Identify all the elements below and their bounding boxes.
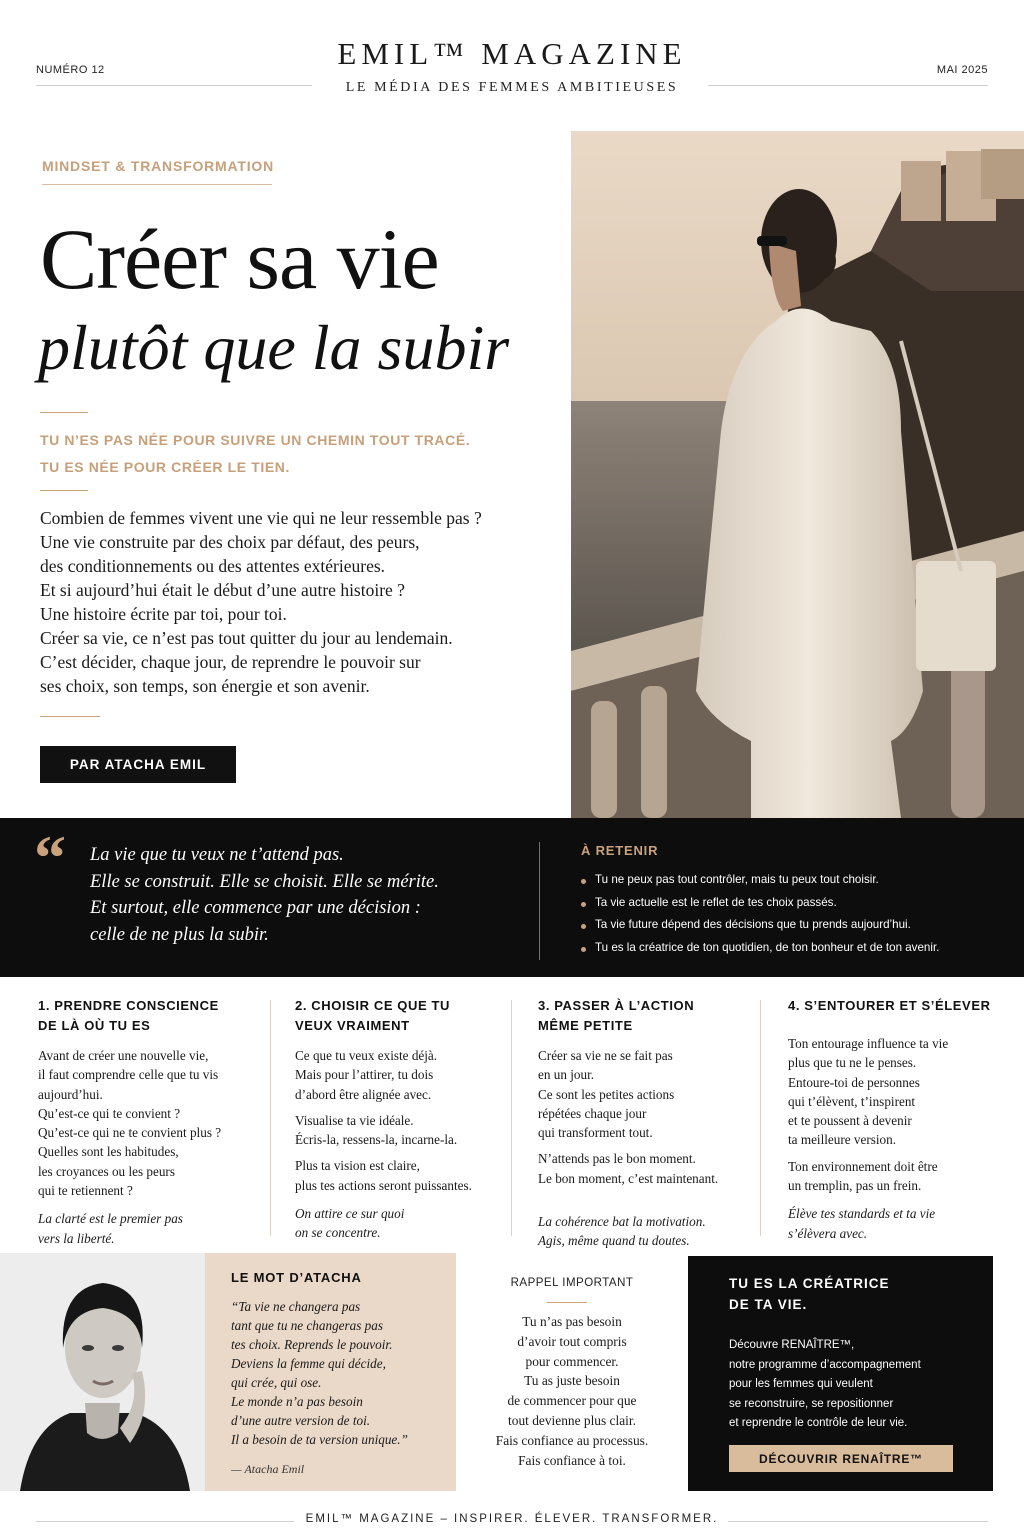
- mot-line: d’une autre version de toi.: [231, 1413, 371, 1428]
- rappel-line: d’avoir tout compris: [517, 1333, 627, 1349]
- divider: [40, 716, 100, 717]
- step-takeaway: on se concentre.: [295, 1225, 381, 1241]
- step-body: [38, 1046, 266, 1248]
- discover-renaitre-button[interactable]: DÉCOUVRIR RENAÎTRE™: [729, 1445, 953, 1472]
- column-divider: [270, 1000, 271, 1236]
- intro-line: Créer sa vie, ce n’est pas tout quitter du jour au lendemain.: [40, 628, 453, 648]
- step-title: [538, 996, 748, 1036]
- step-line: Le bon moment, c’est maintenant.: [538, 1170, 719, 1186]
- step-title-line: 2. CHOISIR CE QUE TU: [295, 998, 451, 1013]
- step-title: [788, 996, 998, 1016]
- step-title-line: VEUX VRAIMENT: [295, 1018, 410, 1033]
- cta-line: Découvre RENAÎTRE™,: [729, 1339, 855, 1351]
- rappel-body: [466, 1312, 678, 1470]
- step-line: qui transforment tout.: [538, 1125, 653, 1141]
- cta-body: [729, 1336, 921, 1434]
- retenir-list: [581, 873, 1011, 964]
- retenir-title: À RETENIR: [581, 843, 659, 858]
- rappel-line: Tu n’as pas besoin: [522, 1314, 622, 1329]
- column-divider: [760, 1000, 761, 1236]
- band-divider: [539, 842, 540, 960]
- cta-title-line: DE TA VIE.: [729, 1297, 808, 1312]
- step-line: Créer sa vie ne se fait pas: [538, 1048, 673, 1063]
- divider: [40, 412, 88, 413]
- footer-tagline: EMIL™ MAGAZINE – INSPIRER. ÉLEVER. TRANSFORMER.: [305, 1513, 719, 1525]
- quote-line: Et surtout, elle commence par une décision :: [90, 898, 421, 918]
- mot-line: “Ta vie ne changera pas: [231, 1299, 361, 1314]
- step-2: [295, 996, 500, 1243]
- intro-line: Une vie construite par des choix par défaut, des peurs,: [40, 532, 420, 552]
- step-line: Ce sont les petites actions: [538, 1086, 675, 1102]
- step-takeaway: Agis, même quand tu doutes.: [538, 1233, 690, 1249]
- pull-quote: [90, 842, 510, 948]
- rappel-line: Tu as juste besoin: [524, 1373, 620, 1389]
- step-1: [38, 996, 266, 1248]
- step-line: Avant de créer une nouvelle vie,: [38, 1048, 209, 1063]
- issue-date: MAI 2025: [936, 64, 988, 76]
- mot-line: tes choix. Reprends le pouvoir.: [231, 1337, 393, 1352]
- step-line: plus que tu ne le penses.: [788, 1055, 917, 1071]
- retenir-item: Ta vie future dépend des décisions que tu prends aujourd’hui.: [581, 918, 1011, 941]
- step-line: qui te retiennent ?: [38, 1183, 133, 1199]
- cta-title-line: TU ES LA CRÉATRICE: [729, 1276, 890, 1291]
- subtitle-line-2: TU ES NÉE POUR CRÉER LE TIEN.: [40, 459, 290, 475]
- hero-photo: [571, 131, 1024, 818]
- step-4: [788, 996, 998, 1243]
- magazine-tagline: LE MÉDIA DES FEMMES AMBITIEUSES: [345, 80, 679, 95]
- mot-quote: [231, 1297, 451, 1449]
- rappel-title: RAPPEL IMPORTANT: [510, 1277, 634, 1289]
- rappel-line: Fais confiance à toi.: [518, 1452, 626, 1468]
- step-line: les croyances ou les peurs: [38, 1163, 175, 1179]
- step-body: [295, 1046, 500, 1243]
- step-body: [788, 1034, 998, 1243]
- rappel-line: Fais confiance au processus.: [495, 1432, 649, 1448]
- author-byline-button[interactable]: PAR ATACHA EMIL: [40, 746, 236, 783]
- intro-paragraph: [40, 506, 560, 698]
- step-line: qui t’élèvent, t’inspirent: [788, 1093, 916, 1109]
- cta-line: et reprendre le contrôle de leur vie.: [729, 1417, 908, 1429]
- kicker-underline: [42, 184, 272, 185]
- rappel-line: tout devienne plus clair.: [508, 1412, 636, 1428]
- step-title-line: 3. PASSER À L’ACTION: [538, 998, 695, 1013]
- step-line: Écris-la, ressens-la, incarne-la.: [295, 1132, 458, 1148]
- step-title-line: 4. S’ENTOURER ET S’ÉLEVER: [788, 998, 991, 1013]
- mot-title: LE MOT D’ATACHA: [231, 1270, 362, 1285]
- step-line: un tremplin, pas un frein.: [788, 1178, 922, 1194]
- step-takeaway: vers la liberté.: [38, 1230, 115, 1246]
- step-line: il faut comprendre celle que tu vis: [38, 1067, 219, 1083]
- rappel-line: pour commencer.: [525, 1353, 619, 1369]
- quote-mark-icon: “: [34, 822, 66, 893]
- mot-line: qui crée, qui ose.: [231, 1375, 322, 1390]
- author-portrait: [0, 1253, 205, 1491]
- step-line: aujourd’hui.: [38, 1086, 103, 1102]
- step-takeaway: On attire ce sur quoi: [295, 1206, 405, 1222]
- quote-line: La vie que tu veux ne t’attend pas.: [90, 845, 344, 865]
- section-kicker: MINDSET & TRANSFORMATION: [42, 158, 275, 174]
- step-body: [538, 1046, 748, 1251]
- article-title-italic: plutôt que la subir: [38, 312, 510, 383]
- step-line: Entoure-toi de personnes: [788, 1074, 920, 1090]
- step-takeaway: La cohérence bat la motivation.: [538, 1214, 706, 1230]
- retenir-item: Ta vie actuelle est le reflet de tes choix passés.: [581, 896, 1011, 919]
- step-line: plus tes actions seront puissantes.: [295, 1177, 472, 1193]
- rappel-line: de commencer pour que: [507, 1393, 637, 1409]
- article-title: Créer sa vie: [40, 211, 439, 307]
- step-line: Visualise ta vie idéale.: [295, 1112, 414, 1128]
- issue-number: NUMÉRO 12: [36, 64, 105, 76]
- retenir-item: Tu ne peux pas tout contrôler, mais tu peux tout choisir.: [581, 873, 1011, 896]
- rappel-rule: [547, 1302, 587, 1303]
- step-title: [38, 996, 266, 1036]
- step-line: Qu’est-ce qui te convient ?: [38, 1105, 181, 1121]
- step-3: [538, 996, 748, 1251]
- step-line: ta meilleure version.: [788, 1132, 897, 1148]
- step-takeaway: s’élèvera avec.: [788, 1225, 868, 1241]
- intro-line: C’est décider, chaque jour, de reprendre le pouvoir sur: [40, 652, 421, 672]
- cta-line: se reconstruire, se repositionner: [729, 1397, 894, 1410]
- step-line: en un jour.: [538, 1067, 595, 1083]
- step-title: [295, 996, 500, 1036]
- intro-line: Et si aujourd’hui était le début d’une autre histoire ?: [40, 580, 405, 600]
- cta-line: pour les femmes qui veulent: [729, 1378, 873, 1390]
- quote-line: Elle se construit. Elle se choisit. Elle se mérite.: [90, 871, 439, 892]
- mot-signature: — Atacha Emil: [231, 1462, 305, 1476]
- mot-line: tant que tu ne changeras pas: [231, 1318, 384, 1333]
- column-divider: [511, 1000, 512, 1236]
- retenir-item: Tu es la créatrice de ton quotidien, de ton bonheur et de ton avenir.: [581, 941, 1011, 964]
- step-title-line: MÊME PETITE: [538, 1018, 633, 1033]
- intro-line: ses choix, son temps, son énergie et son avenir.: [40, 676, 370, 696]
- mot-line: Le monde n’a pas besoin: [231, 1394, 363, 1409]
- divider: [40, 490, 88, 491]
- magazine-brand: EMIL™ MAGAZINE: [337, 36, 687, 71]
- step-line: Qu’est-ce qui ne te convient plus ?: [38, 1125, 222, 1141]
- step-line: Mais pour l’attirer, tu dois: [295, 1067, 434, 1083]
- step-line: Quelles sont les habitudes,: [38, 1144, 179, 1160]
- subtitle-line-1: TU N’ES PAS NÉE POUR SUIVRE UN CHEMIN TOUT TRACÉ.: [40, 432, 471, 448]
- step-line: et te poussent à devenir: [788, 1113, 912, 1129]
- step-line: d’abord être alignée avec.: [295, 1086, 432, 1102]
- step-line: Plus ta vision est claire,: [295, 1158, 420, 1174]
- intro-line: des conditionnements ou des attentes extérieures.: [40, 556, 386, 576]
- step-line: Ton environnement doit être: [788, 1158, 938, 1174]
- step-line: Ce que tu veux existe déjà.: [295, 1048, 438, 1063]
- step-line: répétées chaque jour: [538, 1105, 647, 1121]
- step-title-line: DE LÀ OÙ TU ES: [38, 1018, 151, 1033]
- quote-line: celle de ne plus la subir.: [90, 924, 269, 945]
- step-takeaway: Élève tes standards et ta vie: [788, 1206, 936, 1222]
- mot-line: Deviens la femme qui décide,: [231, 1356, 386, 1371]
- intro-line: Une histoire écrite par toi, pour toi.: [40, 604, 287, 624]
- step-line: N’attends pas le bon moment.: [538, 1151, 696, 1167]
- mot-line: Il a besoin de ta version unique.”: [231, 1432, 408, 1447]
- step-line: Ton entourage influence ta vie: [788, 1036, 949, 1051]
- intro-line: Combien de femmes vivent une vie qui ne leur ressemble pas ?: [40, 508, 482, 528]
- step-title-line: 1. PRENDRE CONSCIENCE: [38, 998, 219, 1013]
- cta-title: [729, 1273, 890, 1315]
- step-takeaway: La clarté est le premier pas: [38, 1211, 183, 1227]
- cta-line: notre programme d’accompagnement: [729, 1358, 921, 1371]
